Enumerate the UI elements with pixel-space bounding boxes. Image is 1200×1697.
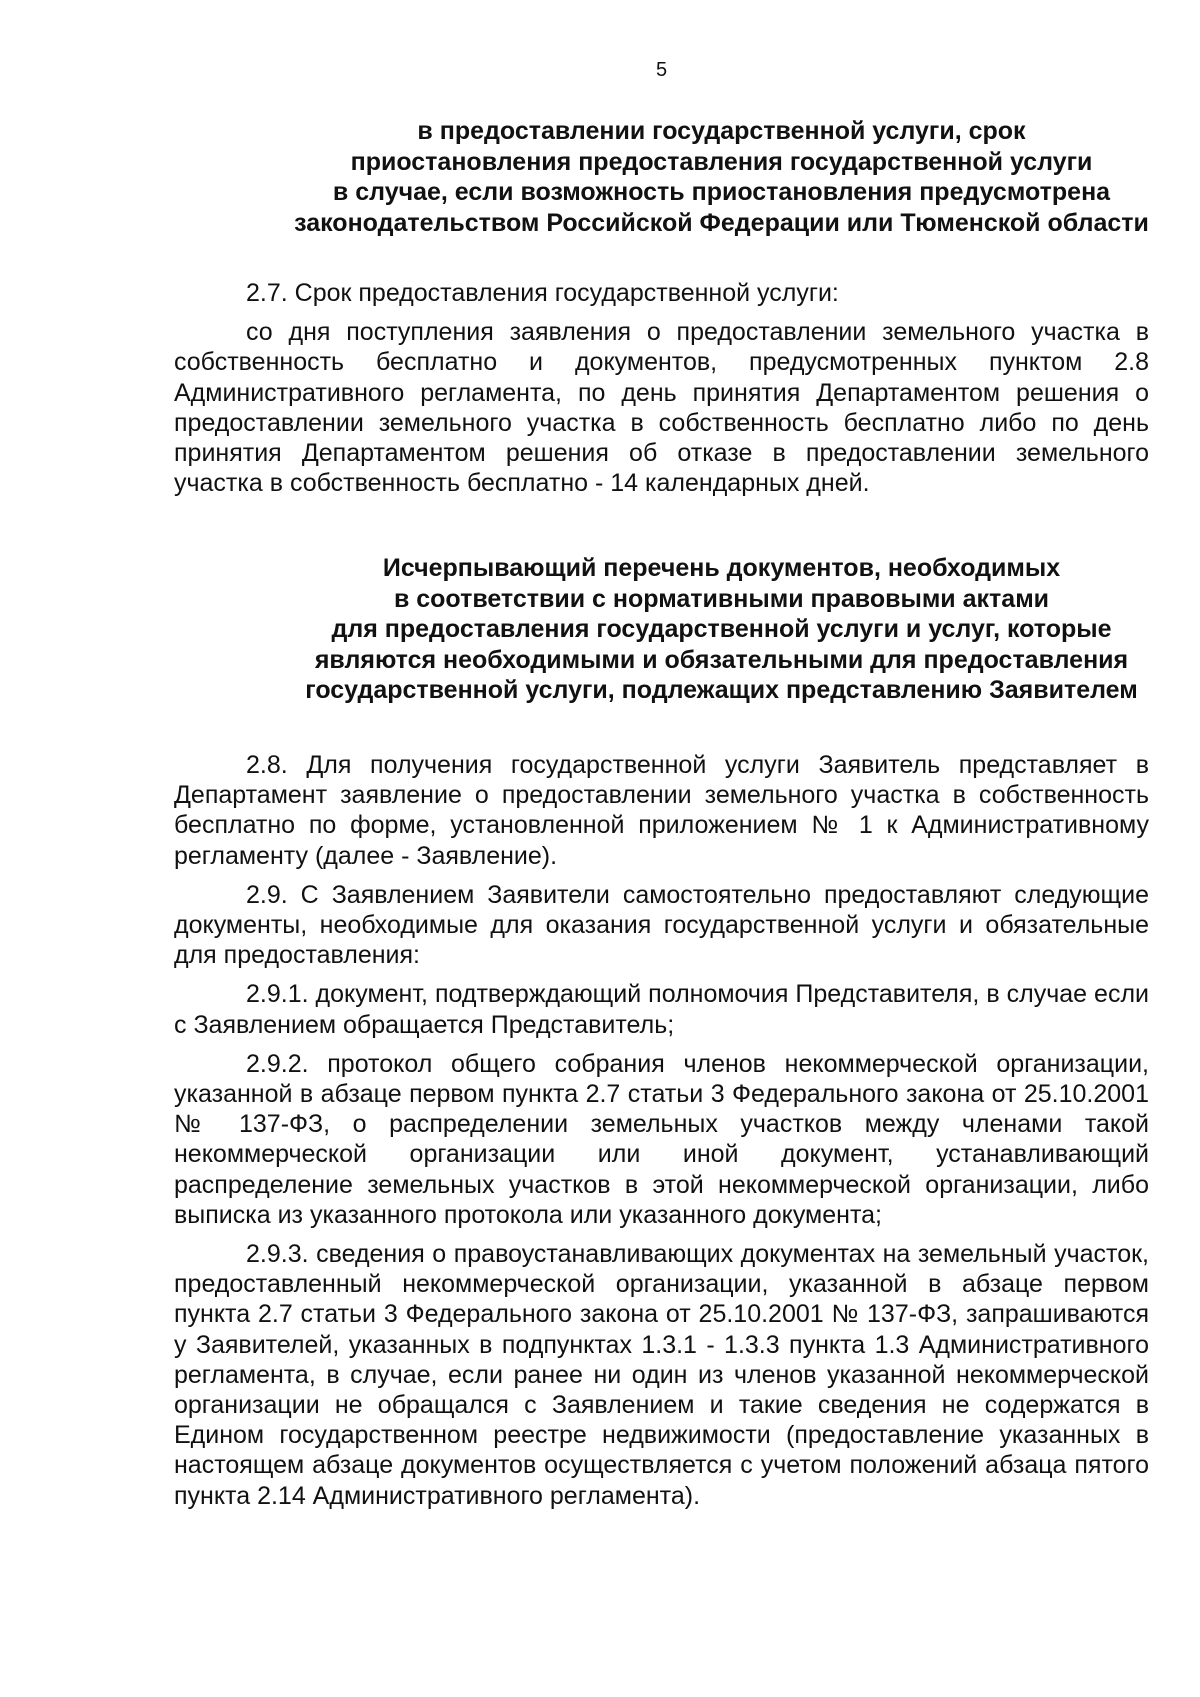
- section-term: [174, 278, 1149, 507]
- heading-line: приостановления предоставления государственной услуги: [350, 147, 1093, 176]
- paragraph-2-9-3: 2.9.3. сведения о правоустанавливающих документах на земельный участок, предоставленный некоммерческой организации, указанной в абзаце первом пункта 2.7 статьи 3 Федерального закона от 25.10.2001 № 137-ФЗ, запрашиваются у Заявителей, указанных в подпунктах 1.3.1 - 1.3.3 пункта 1.3 Административного регламента, в случае, если ранее ни один из членов указанной некоммерческой организации не обращался с Заявлением и такие сведения не содержатся в Едином государственном реестре недвижимости (предоставление указанных в настоящем абзаце документов осуществляется с учетом положений абзаца пятого пункта 2.14 Административного регламента).: [174, 1240, 1149, 1510]
- paragraph-2-8: 2.8. Для получения государственной услуги Заявитель представляет в Департамент заявление о предоставлении земельного участка в собственность бесплатно по форме, установленной приложением № 1 к Административному регламенту (далее - Заявление).: [174, 751, 1149, 870]
- heading-line: являются необходимыми и обязательными для предоставления: [314, 645, 1129, 674]
- heading-line: в предоставлении государственной услуги, срок: [417, 117, 1026, 145]
- page-number: 5: [655, 59, 668, 81]
- heading-line: государственной услуги, подлежащих представлению Заявителем: [305, 676, 1138, 704]
- paragraph-2-9: 2.9. С Заявлением Заявители самостоятельно предоставляют следующие документы, необходимые для оказания государственной услуги и обязательные для предоставления:: [174, 880, 1149, 970]
- paragraph-2-9-2: 2.9.2. протокол общего собрания членов некоммерческой организации, указанной в абзаце первом пункта 2.7 статьи 3 Федерального закона от 25.10.2001 № 137-ФЗ, о распределении земельных участков между членами такой некоммерческой организации или иной документ, устанавливающий распределение земельных участков в этой некоммерческой организации, либо выписка из указанного протокола или указанного документа;: [174, 1049, 1149, 1229]
- section-heading-suspension: [234, 116, 1200, 238]
- section-documents: [174, 750, 1149, 1520]
- heading-line: законодательством Российской Федерации или Тюменской области: [294, 208, 1149, 237]
- paragraph-2-7: 2.7. Срок предоставления государственной услуги:: [246, 279, 839, 307]
- heading-line: в соответствии с нормативными правовыми актами: [393, 584, 1050, 613]
- paragraph-term-text: со дня поступления заявления о предоставлении земельного участка в собственность бесплатно и документов, предусмотренных пунктом 2.8 Административного регламента, по день принятия Департаментом решения о предоставлении земельного участка в собственность бесплатно либо по день принятия Департаментом решения об отказе в предоставлении земельного участка в собственность бесплатно - 14 календарных дней.: [174, 318, 1149, 498]
- section-heading-documents: [234, 553, 1200, 706]
- paragraph-2-9-1: 2.9.1. документ, подтверждающий полномочия Представителя, в случае если с Заявлением обращается Представитель;: [174, 980, 1149, 1039]
- heading-line: Исчерпывающий перечень документов, необходимых: [382, 554, 1061, 582]
- heading-line: в случае, если возможность приостановления предусмотрена: [332, 178, 1111, 206]
- heading-line: для предоставления государственной услуги и услуг, которые: [331, 615, 1112, 643]
